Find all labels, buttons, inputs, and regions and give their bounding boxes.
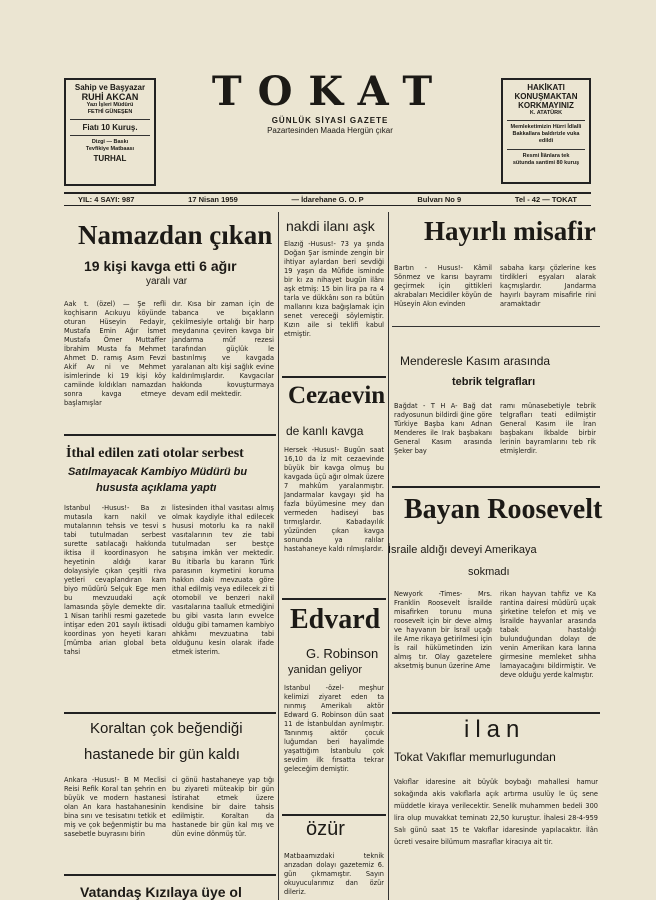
column-rule bbox=[388, 212, 389, 900]
headline-ithal: İthal edilen zati otolar serbest bbox=[66, 446, 244, 461]
body-roosevelt-col1: Newyork -Times- Mrs. Franklin Roosevelt İsrailde misafirken torunu muna roosevelt için bir deve almış ve hayvanın bir İsrail uçağı ile Ame rikaya getirilmesi için İs rail hükümetinden izin almış tır. Olay gazetelere aksetmiş bunun üzerine Ame bbox=[394, 590, 492, 670]
box-divider bbox=[507, 149, 585, 150]
ad-rate-2: sütunda santimi 80 kuruş bbox=[512, 159, 580, 166]
deck-ithal-2: hususta açıklama yaptı bbox=[96, 482, 217, 494]
box-small-1: Memleketimizin Hürri İdlalli bbox=[510, 124, 582, 131]
headline-cezaevi: Cezaevin bbox=[288, 382, 386, 409]
section-divider bbox=[282, 814, 386, 816]
deck-ilan: Tokat Vakıflar memurlugundan bbox=[394, 750, 556, 764]
printer-city: TURHAL bbox=[93, 153, 127, 163]
body-ithal-col1: İstanbul -Husus!- Ba zı mutasıla karn nakil ve mutalarının tehsis ve tesvi s tabi tutulmadan serbest surette satılacağı hakkında iktisa il koordinasyon he heyetinin aldığı karar dolayısiyle çıkan çeşitli riva yetleri cevaplandıran kam biyo müdürü Selçuk Ege men bu mevzuudaki açık lamasında şöyle demekte dir. 1 Nisan tarihli resmi gazetede intişar eden 201 sayılı iktisadi koordinas yon heyeti kararı [mümba arian global beta tahsi bbox=[64, 504, 166, 656]
box-small-3: edildi bbox=[538, 138, 554, 145]
deck-edvard: G. Robinson bbox=[306, 646, 379, 661]
headline-ilan: ilan bbox=[464, 716, 526, 743]
section-divider bbox=[64, 712, 276, 714]
section-divider bbox=[282, 598, 386, 600]
deck-koraltan: hastanede bir gün kaldı bbox=[84, 746, 240, 763]
deck-ithal: Satılmayacak Kambiyo Müdürü bu bbox=[68, 466, 248, 478]
box-divider bbox=[70, 135, 150, 136]
headline-menderes: Menderesle Kasım arasında bbox=[400, 354, 551, 368]
office-label: — İdarehane G. O. P bbox=[291, 195, 364, 204]
body-ithal-col2: listesinden ithal vasıtası almış olmak kaydiyle ithal edilecek hususi motorlu ka ra nakil vasıtalarının tev zie tabi tutulmadan ser bestçe satışına imkân ver mektedir. Bu itibarla bu kararın Türk parasının kıymetini koruma hakkın daki mevzuata göre ithal edilmiş veya edilecek zi ti otomobil ve benzeri nakil vasıtalarına taalluk etmediğini bu gibi vasıta ların evvelce olduğu gibi tamamen kambiyo ahkâmı mevzuatına tabi olduğunu kesin olarak ifade etmek isterim. bbox=[172, 504, 274, 656]
deck-cezaevi: de kanlı kavga bbox=[286, 424, 364, 438]
deck-roosevelt: İsraile aldığı deveyi Amerikaya bbox=[388, 544, 537, 556]
body-hayirli-col1: Bartın - Husus!- Kâmil Sönmez ve karısı bayramı geçirmek için gittikleri akrabaları Mecidiler köyün de Hüseyin Akın evinden bbox=[394, 264, 492, 308]
section-divider bbox=[282, 376, 386, 378]
headline-koraltan: Koraltan çok beğendiği bbox=[90, 720, 243, 737]
publication-schedule: Pazartesinden Maada Hergün çıkar bbox=[267, 126, 393, 135]
motto-line-1: HAKİKATI bbox=[527, 83, 565, 92]
price-text: Fiatı 10 Kuruş. bbox=[82, 123, 138, 133]
body-menderes-col2: ramı münasebetiyle tebrik telgrafları teati edilmiştir General Kasım ile İran başbakanı İkbalde birbir lerinin bayramlarını teb rik etmişlerdir. bbox=[500, 402, 596, 455]
body-hayirli-col2: sabaha karşı çözlerine kes tirdikleri eşyaları alarak kaçmışlardır. Jandarma hayırlı bayram misafirle rini aramaktadır bbox=[500, 264, 596, 308]
deck-edvard-2: yanidan geliyor bbox=[288, 664, 362, 676]
publisher-info-box bbox=[64, 78, 156, 186]
body-koraltan-col1: Ankara -Husus!- B M Meclisi Reisi Refik Koral tan şehrin en büyük ve modern hastanesi olan An kara hastahanesinin bina sını ve tesisatını tetkik et miş ve çok beğenmiştir bu ma sasebetle buyrasını birin bbox=[64, 776, 166, 838]
headline-nakdi: nakdi ilanı aşk bbox=[286, 218, 375, 234]
body-ozur: Matbaamızdaki teknik arızadan dolayı gazetemiz 6. gün çıkmamıştır. Sayın okuyucularımız dan özür dileriz. bbox=[284, 852, 384, 896]
headline-namazdan: Namazdan çıkan bbox=[78, 220, 273, 250]
headline-ozur: özür bbox=[306, 818, 345, 840]
body-namazdan-col1: Aak t. (özel) — Şe refli koçhisarın Acıkuyu köyünde oturan Hüseyin Fedayir, Mustafa Emin Ağır İsmet Mustafa Ömer Muttaffer İbrahim Musta fa Mehmet Ahmet D. ramış Asım Fevzi Akif Av ni ve Mehmet isimlerinde ki 19 kişi köy camiinde kıldıkları namazdan sonra kavga etmeye başlamışlar bbox=[64, 300, 166, 407]
printer-line-1: Dizgi — Baskı bbox=[91, 139, 129, 146]
deck-namazdan-2: yaralı var bbox=[146, 276, 188, 287]
deck-roosevelt-2: sokmadı bbox=[468, 566, 510, 578]
issue-date: 17 Nisan 1959 bbox=[188, 195, 238, 204]
manager-name: FETHİ GÜNEŞEN bbox=[87, 109, 133, 116]
headline-kizilay: Vatandaş Kızılaya üye ol bbox=[80, 884, 242, 900]
owner-label: Sahip ve Başyazar bbox=[74, 83, 146, 92]
newspaper-title: TOKAT bbox=[211, 68, 449, 115]
section-divider bbox=[392, 712, 600, 714]
box-divider bbox=[70, 119, 150, 120]
headline-hayirli: Hayırlı misafir bbox=[424, 216, 596, 246]
ad-rate-1: Resmi İlânlara tek bbox=[522, 152, 570, 159]
box-divider bbox=[507, 120, 585, 121]
headline-edvard: Edvard bbox=[290, 604, 381, 635]
deck-namazdan: 19 kişi kavga etti 6 ağır bbox=[84, 258, 237, 274]
headline-roosevelt: Bayan Roosevelt bbox=[404, 494, 603, 525]
body-ilan: Vakıflar idaresine ait büyük boybağı mahallesi hamur sokağında akis vakıflarla açık artırma usulüy le üç sene müddetle kiraya verilecektir. Senelik muhammen bedeli 300 lira olup muvakkat teminatı 22,50 kuruştur. İhalesi 28-4-959 Salı günü saat 15 te Vakıflar idaresinde yapılacaktır. İlân ücreti vesaire bilümum masraflar kiracıya ait tir. bbox=[394, 778, 598, 846]
section-divider bbox=[392, 326, 600, 327]
newspaper-subtitle: GÜNLÜK SİYASİ GAZETE bbox=[271, 116, 389, 125]
body-namazdan-col2: dır. Kısa bir zaman için de tabanca ve bıçakların çekilmesiyle ortalığı bir harp meydanına çeviren kavga bir jandarma müf rezesi tarafından güçlük le bastırılmış ve kavgada yaralanan altı kişi sağlık evine kaldırılmışlardır. Kavgacılar hakkında kovuşturmaya devam edil mektedir. bbox=[172, 300, 274, 398]
office-phone: Tel - 42 — TOKAT bbox=[514, 195, 577, 204]
body-cezaevi: Hersek -Husus!- Bugün saat 16,10 da İz mit cezaevinde büyük bir kavga olmuş bu kavgada üçü ağır olmak üzere 7 mahkûm yaralanmıştır. Jandarmalar kavgayı şid ha fazla büyümesine mey dan vermeden hadiseyi bas tırmışlardır. Kabadayılık yüzünden çıkan kavga sonunda ya ralılar hastahaneye kaldı rılmışlardır. bbox=[284, 446, 384, 553]
dateline-bar bbox=[64, 192, 591, 206]
body-menderes-col1: Bağdat - T H A- Bağ dat radyosunun bildirdi ğine göre Türkiye Başba kanı Adnan Menderes ile Irak başbakanı General Kasım arasında Şeker bay bbox=[394, 402, 492, 455]
manager-label: Yazı İşleri Müdürü bbox=[86, 102, 134, 108]
motto-author: K. ATATÜRK bbox=[529, 110, 563, 116]
section-divider bbox=[64, 874, 276, 876]
motto-line-2: KONUŞMAKTAN bbox=[514, 92, 578, 101]
motto-line-3: KORKMAYINIZ bbox=[518, 101, 574, 110]
section-divider bbox=[64, 434, 276, 436]
body-koraltan-col2: ci gönü hastahaneye yap tığı bu ziyareti müteakip bir gün İstirahat etmek üzere kendisine bir daire tahsis edilmiştir. Koraltan da hastanede bir gün kal mış ve dün evine dönmüş tür. bbox=[172, 776, 274, 838]
column-rule bbox=[278, 212, 279, 900]
body-nakdi: Elazığ -Husus!- 73 ya şında Doğan Şar isminde zengin bir ihtiyar aylardan beri sevdiği 19 yaşın da Müfide isminde bir kı za nihayet bugün ilânı aşk etmiş: 15 bin lira pa ra 4 tarla ve dükkânı son ra bütün mallarını kıza bağışlamak için senet vereceği söylemiştir. Kızın aile si teklifi kabul etmiştir. bbox=[284, 240, 384, 338]
issue-number: YIL: 4 SAYI: 987 bbox=[78, 195, 135, 204]
body-roosevelt-col2: rikan hayvan tahfiz ve Ka rantina dairesi müdürü uçak şirketine telefon et miş ve İsrailde hayvanlar arasında tabak hastalığı bulunduğundan dolayı de venin Amerikan kara larına girmesine memleket sıhha lamayacağını bildirmiştir. Ve deve olduğu yerde kalmıştır. bbox=[500, 590, 596, 679]
body-edvard: İstanbul -özel- meşhur kelimizi ziyaret eden ta nınmış Amerikalı aktör Edward G. Robinson dün saat 11 de İstanbuldan ayrılmıştır. Tanınmış aktör çocuk luğumdan beri hayalimde yaşattığım İstanbulu çok sevdim ilk fırsatta tekrar geleceğim demiştir. bbox=[284, 684, 384, 773]
masthead bbox=[205, 68, 455, 135]
owner-name: RUHİ AKCAN bbox=[81, 92, 139, 102]
deck-menderes: tebrik telgrafları bbox=[452, 376, 536, 388]
office-street: Bulvarı No 9 bbox=[417, 195, 462, 204]
motto-box bbox=[501, 78, 591, 184]
section-divider bbox=[392, 486, 600, 488]
printer-line-2: Tevfikiye Matbaası bbox=[85, 146, 135, 153]
box-small-2: Bakkallara baldırizle vuka bbox=[512, 131, 580, 138]
